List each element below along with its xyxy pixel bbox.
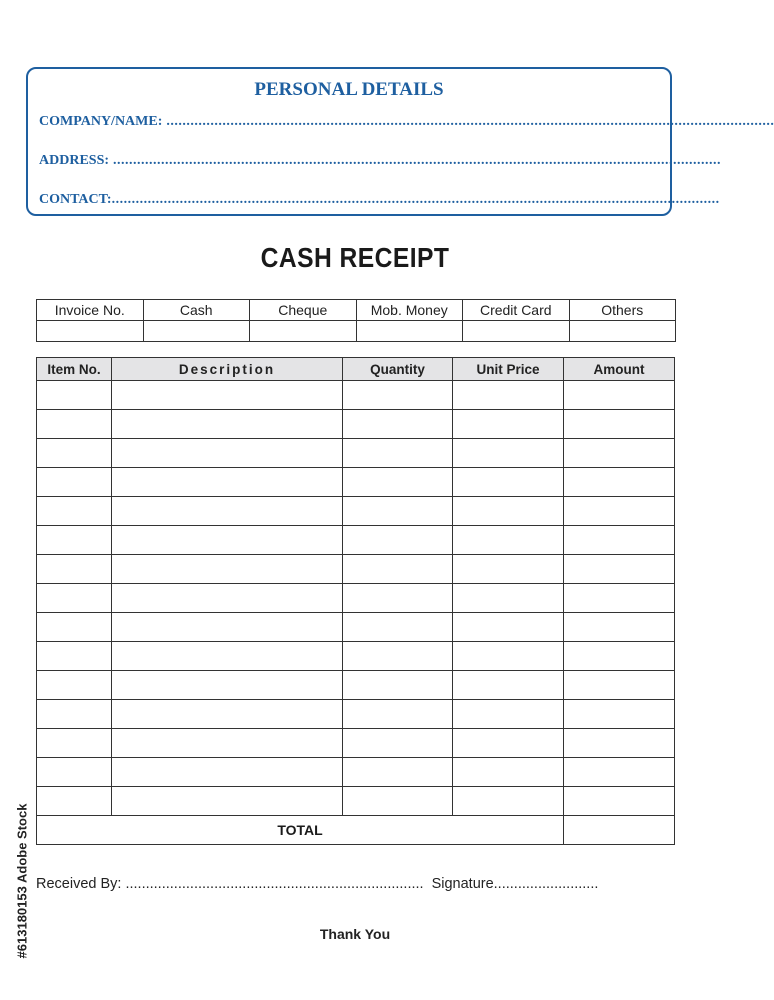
item-no-cell[interactable] bbox=[37, 729, 112, 758]
item-no-cell[interactable] bbox=[37, 642, 112, 671]
column-header-quantity: Quantity bbox=[343, 358, 453, 381]
description-cell[interactable] bbox=[112, 468, 343, 497]
payment-method-cell[interactable] bbox=[37, 321, 144, 342]
unit-price-cell[interactable] bbox=[453, 555, 564, 584]
table-row bbox=[37, 410, 675, 439]
signature-field[interactable]: Signature.......................... bbox=[431, 876, 599, 892]
amount-cell[interactable] bbox=[564, 671, 675, 700]
table-row bbox=[37, 555, 675, 584]
item-no-cell[interactable] bbox=[37, 584, 112, 613]
total-row bbox=[37, 816, 675, 845]
quantity-cell[interactable] bbox=[343, 729, 453, 758]
unit-price-cell[interactable] bbox=[453, 381, 564, 410]
payment-method-cell[interactable] bbox=[569, 321, 676, 342]
amount-cell[interactable] bbox=[564, 497, 675, 526]
table-row bbox=[37, 381, 675, 410]
company-name-row[interactable] bbox=[39, 114, 774, 130]
contact-field[interactable]: ........................................................................................................................................................ bbox=[111, 192, 720, 207]
payment-method-cell[interactable] bbox=[250, 321, 357, 342]
table-row bbox=[37, 584, 675, 613]
unit-price-cell[interactable] bbox=[453, 410, 564, 439]
table-row bbox=[37, 787, 675, 816]
address-row[interactable] bbox=[39, 153, 722, 169]
quantity-cell[interactable] bbox=[343, 439, 453, 468]
amount-cell[interactable] bbox=[564, 787, 675, 816]
description-cell[interactable] bbox=[112, 410, 343, 439]
description-cell[interactable] bbox=[112, 555, 343, 584]
amount-cell[interactable] bbox=[564, 410, 675, 439]
receipt-title: CASH RECEIPT bbox=[260, 242, 450, 273]
description-cell[interactable] bbox=[112, 584, 343, 613]
quantity-cell[interactable] bbox=[343, 555, 453, 584]
amount-cell[interactable] bbox=[564, 555, 675, 584]
payment-method-value-row bbox=[37, 321, 676, 342]
amount-cell[interactable] bbox=[564, 381, 675, 410]
quantity-cell[interactable] bbox=[343, 526, 453, 555]
stock-id-watermark bbox=[11, 766, 33, 996]
column-header-item-no: Item No. bbox=[37, 358, 112, 381]
company-name-field[interactable]: ........................................................................................................................................................ bbox=[166, 114, 774, 129]
quantity-cell[interactable] bbox=[343, 381, 453, 410]
amount-cell[interactable] bbox=[564, 758, 675, 787]
item-no-cell[interactable] bbox=[37, 700, 112, 729]
amount-cell[interactable] bbox=[564, 700, 675, 729]
address-label: ADDRESS: bbox=[39, 153, 110, 168]
payment-method-label: Cash bbox=[143, 300, 250, 321]
description-cell[interactable] bbox=[112, 758, 343, 787]
description-cell[interactable] bbox=[112, 700, 343, 729]
quantity-cell[interactable] bbox=[343, 671, 453, 700]
amount-cell[interactable] bbox=[564, 468, 675, 497]
item-no-cell[interactable] bbox=[37, 787, 112, 816]
amount-cell[interactable] bbox=[564, 729, 675, 758]
payment-method-label: Cheque bbox=[250, 300, 357, 321]
amount-cell[interactable] bbox=[564, 584, 675, 613]
item-no-cell[interactable] bbox=[37, 555, 112, 584]
quantity-cell[interactable] bbox=[343, 642, 453, 671]
table-row bbox=[37, 758, 675, 787]
received-by-field[interactable]: Received By: .......................................................................... bbox=[36, 876, 424, 892]
description-cell[interactable] bbox=[112, 787, 343, 816]
table-row bbox=[37, 497, 675, 526]
item-no-cell[interactable] bbox=[37, 497, 112, 526]
payment-method-label: Mob. Money bbox=[356, 300, 463, 321]
unit-price-cell[interactable] bbox=[453, 439, 564, 468]
description-cell[interactable] bbox=[112, 671, 343, 700]
stock-id-text: #613180153 Adobe Stock bbox=[14, 803, 30, 959]
quantity-cell[interactable] bbox=[343, 613, 453, 642]
unit-price-cell[interactable] bbox=[453, 497, 564, 526]
payment-method-label: Credit Card bbox=[463, 300, 570, 321]
total-label: TOTAL bbox=[37, 816, 564, 845]
quantity-cell[interactable] bbox=[343, 700, 453, 729]
table-row bbox=[37, 613, 675, 642]
description-cell[interactable] bbox=[112, 381, 343, 410]
description-cell[interactable] bbox=[112, 729, 343, 758]
total-amount-cell[interactable] bbox=[564, 816, 675, 845]
unit-price-cell[interactable] bbox=[453, 642, 564, 671]
items-table bbox=[36, 357, 675, 845]
unit-price-cell[interactable] bbox=[453, 584, 564, 613]
table-row bbox=[37, 729, 675, 758]
company-name-label: COMPANY/NAME: bbox=[39, 114, 163, 129]
personal-details-box bbox=[26, 67, 774, 216]
address-field[interactable]: ........................................................................................................................................................ bbox=[113, 153, 722, 168]
description-cell[interactable] bbox=[112, 526, 343, 555]
contact-row[interactable] bbox=[39, 192, 720, 208]
quantity-cell[interactable] bbox=[343, 410, 453, 439]
contact-label: CONTACT: bbox=[39, 192, 112, 207]
item-no-cell[interactable] bbox=[37, 526, 112, 555]
table-row bbox=[37, 468, 675, 497]
quantity-cell[interactable] bbox=[343, 584, 453, 613]
unit-price-cell[interactable] bbox=[453, 613, 564, 642]
item-no-cell[interactable] bbox=[37, 381, 112, 410]
payment-method-cell[interactable] bbox=[356, 321, 463, 342]
item-no-cell[interactable] bbox=[37, 671, 112, 700]
description-cell[interactable] bbox=[112, 439, 343, 468]
quantity-cell[interactable] bbox=[343, 758, 453, 787]
items-header-row bbox=[37, 358, 675, 381]
payment-method-header-row bbox=[37, 300, 676, 321]
unit-price-cell[interactable] bbox=[453, 671, 564, 700]
footer-row bbox=[36, 876, 676, 892]
unit-price-cell[interactable] bbox=[453, 758, 564, 787]
item-no-cell[interactable] bbox=[37, 410, 112, 439]
column-header-amount: Amount bbox=[564, 358, 675, 381]
payment-method-label: Others bbox=[569, 300, 676, 321]
description-cell[interactable] bbox=[112, 613, 343, 642]
table-row bbox=[37, 671, 675, 700]
items-body bbox=[37, 381, 675, 845]
personal-details-title: PERSONAL DETAILS bbox=[254, 79, 444, 100]
column-header-description: Description bbox=[112, 358, 343, 381]
amount-cell[interactable] bbox=[564, 613, 675, 642]
description-cell[interactable] bbox=[112, 642, 343, 671]
thank-you-text: Thank You bbox=[319, 926, 391, 942]
table-row bbox=[37, 700, 675, 729]
quantity-cell[interactable] bbox=[343, 468, 453, 497]
unit-price-cell[interactable] bbox=[453, 787, 564, 816]
payment-method-cell[interactable] bbox=[143, 321, 250, 342]
table-row bbox=[37, 642, 675, 671]
payment-method-table bbox=[36, 299, 676, 342]
description-cell[interactable] bbox=[112, 497, 343, 526]
quantity-cell[interactable] bbox=[343, 497, 453, 526]
unit-price-cell[interactable] bbox=[453, 729, 564, 758]
payment-method-cell[interactable] bbox=[463, 321, 570, 342]
table-row bbox=[37, 439, 675, 468]
amount-cell[interactable] bbox=[564, 526, 675, 555]
table-row bbox=[37, 526, 675, 555]
unit-price-cell[interactable] bbox=[453, 526, 564, 555]
column-header-unit-price: Unit Price bbox=[453, 358, 564, 381]
item-no-cell[interactable] bbox=[37, 758, 112, 787]
unit-price-cell[interactable] bbox=[453, 700, 564, 729]
item-no-cell[interactable] bbox=[37, 468, 112, 497]
payment-method-label: Invoice No. bbox=[37, 300, 144, 321]
quantity-cell[interactable] bbox=[343, 787, 453, 816]
item-no-cell[interactable] bbox=[37, 613, 112, 642]
amount-cell[interactable] bbox=[564, 439, 675, 468]
unit-price-cell[interactable] bbox=[453, 468, 564, 497]
amount-cell[interactable] bbox=[564, 642, 675, 671]
item-no-cell[interactable] bbox=[37, 439, 112, 468]
